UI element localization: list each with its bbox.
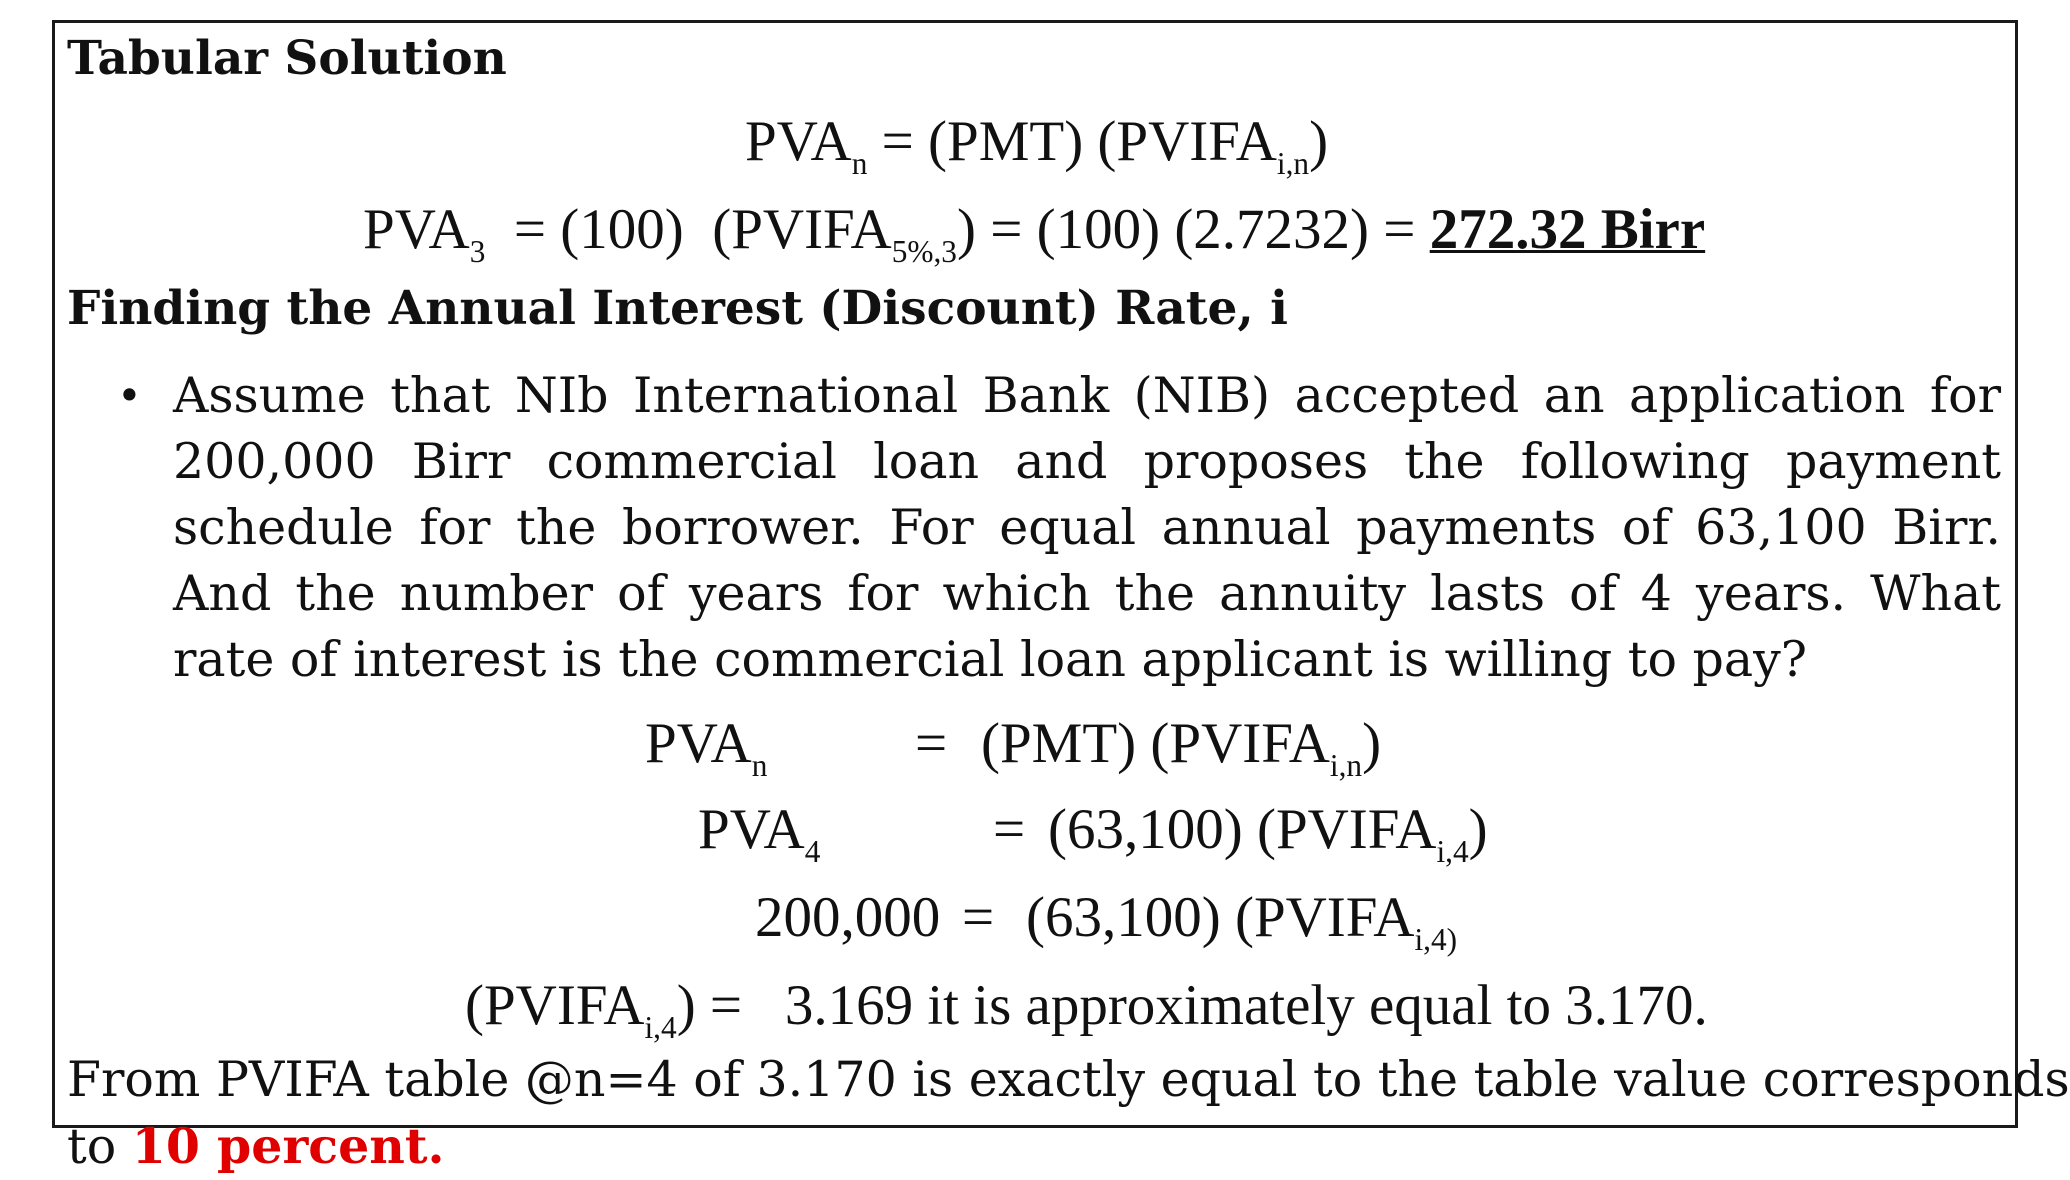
eq4-lhs-sub: 4 [804,834,821,870]
eq4-rhs-close: ) [1468,798,1488,861]
bullet-text: Assume that NIb International Bank (NIB) accepted an application for 200,000 Birr commercial loan and proposes the following payment schedule for the borrower. For equal annual payments of 63,100 Birr. And the number of years for which the annuity lasts of 4 years. What rate of interest is the commercial loan applicant is willing to pay? [173,367,2001,688]
equation-pva4 [698,797,1488,870]
eq6-lhs: (PVIFA [465,974,645,1037]
eq2-lhs-sub: 3 [469,234,486,270]
eq1-rhs-sub: i,n [1276,146,1310,182]
slide-frame [52,20,2070,1175]
eq4-rhs: (63,100) (PVIFA [1048,798,1437,861]
eq6-equals: ) = [676,974,743,1037]
eq2-part-a-sub: 5%,3 [891,234,957,270]
equation-pva3 [363,197,1706,270]
eq1-lhs-sub: n [851,146,868,182]
eq2-part-b: ) = (100) (2.7232) = [956,198,1430,261]
eq6-lhs-sub: i,4 [644,1010,677,1046]
conclusion-prefix: to [67,1118,132,1175]
eq3-rhs-close: ) [1362,712,1382,775]
eq6-rhs: 3.169 it is approximately equal to 3.170. [784,974,1708,1037]
eq4-rhs-sub: i,4 [1436,834,1469,870]
eq5-rhs-sub: i,4) [1414,922,1458,958]
result-272-32-birr: 272.32 Birr [1429,198,1706,261]
eq4-equals: = [993,798,1026,861]
eq3-equals: = [915,712,948,775]
eq1-rhs: = (PMT) (PVIFA [867,110,1277,173]
eq1-rhs-close: ) [1309,110,1329,173]
eq5-lhs: 200,000 [755,886,941,949]
bullet-icon: • [117,371,142,420]
eq3-lhs: PVA [645,712,752,775]
eq3-rhs-sub: i,n [1329,748,1363,784]
eq3-rhs: (PMT) (PVIFA [981,712,1330,775]
eq5-equals: = [962,886,995,949]
heading-tabular-solution: Tabular Solution [67,31,507,86]
eq1-lhs: PVA [745,110,852,173]
equation-200000 [755,885,1458,958]
conclusion-line-1: From PVIFA table @n=4 of 3.170 is exactly equal to the table value corresponds [67,1051,2070,1108]
eq3-lhs-sub: n [751,748,768,784]
equation-pvifa-result [465,973,1708,1046]
eq4-lhs: PVA [698,798,805,861]
equation-pva-general [745,109,1329,182]
heading-finding-rate: Finding the Annual Interest (Discount) Rate, i [67,281,1288,336]
conclusion-highlight-10-percent: 10 percent. [131,1117,445,1175]
eq2-lhs: PVA [363,198,470,261]
bullet-paragraph [111,363,2001,693]
eq2-part-a: = (100) (PVIFA [485,198,892,261]
equation-pvan [645,711,1382,784]
conclusion-line-2 [67,1113,445,1180]
eq5-rhs: (63,100) (PVIFA [1026,886,1415,949]
